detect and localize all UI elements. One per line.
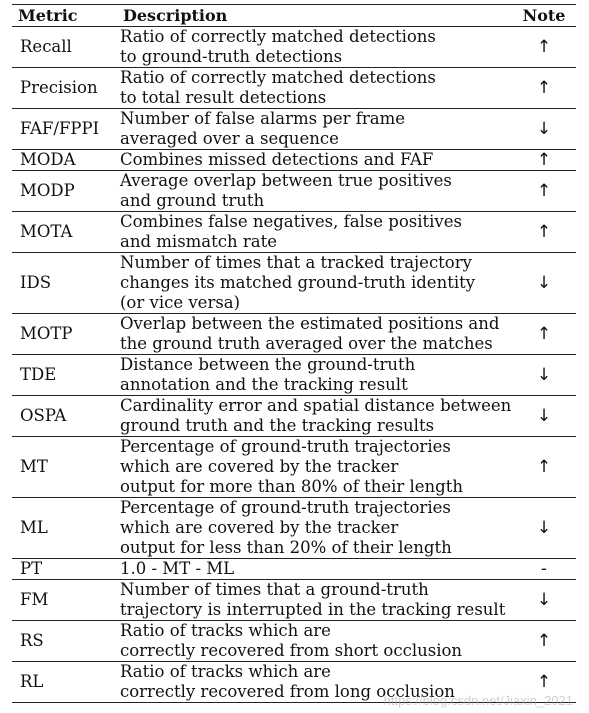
description-line: Combines false negatives, false positives	[120, 212, 462, 231]
header-description: Description	[117, 5, 512, 27]
description-line: Number of false alarms per frame	[120, 109, 406, 128]
metric-cell: RS	[12, 621, 117, 662]
description-cell	[117, 396, 512, 437]
description-line: Combines missed detections and FAF	[120, 150, 434, 169]
description-line: Number of times that a tracked trajectory	[120, 253, 472, 272]
arrow-up-icon: ↑	[512, 68, 576, 109]
metric-cell: MODA	[12, 150, 117, 171]
table-header	[12, 5, 576, 27]
table-row	[12, 355, 576, 396]
metric-cell: FM	[12, 580, 117, 621]
arrow-up-icon: ↑	[512, 27, 576, 68]
description-line: (or vice versa)	[120, 293, 241, 312]
arrow-up-icon: ↑	[512, 171, 576, 212]
description-line: Percentage of ground-truth trajectories	[120, 498, 451, 517]
description-line: changes its matched ground-truth identity	[120, 273, 476, 292]
description-line: correctly recovered from short occlusion	[120, 641, 463, 660]
arrow-up-icon: ↑	[512, 437, 576, 498]
watermark: https://blog.csdn.net/Jiaxin_2021	[383, 693, 573, 708]
table-body	[12, 27, 576, 703]
description-line: which are covered by the tracker	[120, 518, 399, 537]
table-row	[12, 314, 576, 355]
description-line: and ground truth	[120, 191, 265, 210]
table-row	[12, 253, 576, 314]
table-row	[12, 498, 576, 559]
description-line: Average overlap between true positives	[120, 171, 452, 190]
description-line: output for more than 80% of their length	[120, 477, 463, 496]
description-cell	[117, 559, 512, 580]
description-line: Distance between the ground-truth	[120, 355, 416, 374]
description-line: Percentage of ground-truth trajectories	[120, 437, 451, 456]
metric-cell: MOTP	[12, 314, 117, 355]
description-cell	[117, 171, 512, 212]
description-line: output for less than 20% of their length	[120, 538, 452, 557]
metric-cell: OSPA	[12, 396, 117, 437]
metric-cell: RL	[12, 662, 117, 703]
description-line: Ratio of correctly matched detections	[120, 68, 436, 87]
description-cell	[117, 212, 512, 253]
description-line: annotation and the tracking result	[120, 375, 408, 394]
description-cell	[117, 498, 512, 559]
description-cell	[117, 150, 512, 171]
description-cell	[117, 27, 512, 68]
description-line: Ratio of tracks which are	[120, 662, 331, 681]
description-line: Cardinality error and spatial distance between	[120, 396, 512, 415]
metric-cell: FAF/FPPI	[12, 109, 117, 150]
arrow-down-icon: ↓	[512, 253, 576, 314]
description-line: and mismatch rate	[120, 232, 278, 251]
metric-cell: ML	[12, 498, 117, 559]
header-row	[12, 5, 576, 27]
arrow-down-icon: ↓	[512, 580, 576, 621]
description-cell	[117, 355, 512, 396]
description-line: correctly recovered from long occlusion	[120, 682, 455, 701]
description-line: Ratio of correctly matched detections	[120, 27, 436, 46]
table-row	[12, 437, 576, 498]
description-line: ground truth and the tracking results	[120, 416, 435, 435]
description-line: Ratio of tracks which are	[120, 621, 331, 640]
description-cell	[117, 253, 512, 314]
description-line: trajectory is interrupted in the tracking result	[120, 600, 506, 619]
table-row	[12, 150, 576, 171]
table-row	[12, 171, 576, 212]
arrow-up-icon: ↑	[512, 212, 576, 253]
table-row	[12, 109, 576, 150]
note-cell: -	[512, 559, 576, 580]
description-line: to ground-truth detections	[120, 47, 343, 66]
description-line: the ground truth averaged over the matches	[120, 334, 493, 353]
metrics-table	[12, 4, 576, 703]
header-metric: Metric	[12, 5, 117, 27]
arrow-down-icon: ↓	[512, 109, 576, 150]
table-row	[12, 212, 576, 253]
table-row	[12, 396, 576, 437]
description-cell	[117, 580, 512, 621]
metric-cell: PT	[12, 559, 117, 580]
table-row	[12, 621, 576, 662]
arrow-down-icon: ↓	[512, 355, 576, 396]
description-line: which are covered by the tracker	[120, 457, 399, 476]
arrow-up-icon: ↑	[512, 662, 576, 703]
table-row	[12, 580, 576, 621]
description-line: Overlap between the estimated positions and	[120, 314, 500, 333]
arrow-up-icon: ↑	[512, 150, 576, 171]
table-row	[12, 68, 576, 109]
table-row	[12, 559, 576, 580]
metric-cell: MOTA	[12, 212, 117, 253]
description-line: 1.0 - MT - ML	[120, 559, 235, 578]
description-line: averaged over a sequence	[120, 129, 339, 148]
arrow-down-icon: ↓	[512, 498, 576, 559]
description-cell	[117, 437, 512, 498]
metric-cell: MODP	[12, 171, 117, 212]
metric-cell: Precision	[12, 68, 117, 109]
description-cell	[117, 314, 512, 355]
table-row	[12, 27, 576, 68]
metric-cell: MT	[12, 437, 117, 498]
description-cell	[117, 68, 512, 109]
description-line: Number of times that a ground-truth	[120, 580, 429, 599]
description-cell	[117, 621, 512, 662]
metric-cell: TDE	[12, 355, 117, 396]
description-cell	[117, 109, 512, 150]
arrow-up-icon: ↑	[512, 314, 576, 355]
description-line: to total result detections	[120, 88, 327, 107]
metric-cell: IDS	[12, 253, 117, 314]
header-note: Note	[512, 5, 576, 27]
metric-cell: Recall	[12, 27, 117, 68]
arrow-down-icon: ↓	[512, 396, 576, 437]
arrow-up-icon: ↑	[512, 621, 576, 662]
